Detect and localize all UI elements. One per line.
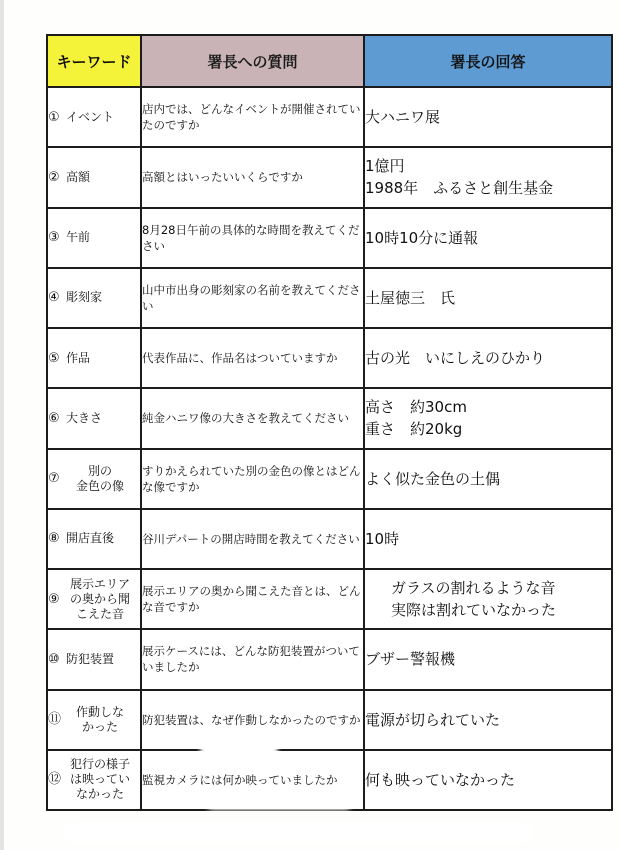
question-cell: 店内では、どんなイベントが開催されていたのですか (141, 87, 364, 147)
keyword-text: 防犯装置 (66, 651, 115, 666)
keyword-text: 作品 (66, 350, 91, 365)
keyword-cell (47, 509, 141, 569)
keyword-text: 午前 (66, 230, 91, 245)
header-answer: 署長の回答 (364, 35, 612, 87)
keyword-cell (47, 328, 141, 388)
question-cell: 代表作品に、作品名はついていますか (141, 328, 364, 388)
keyword-cell (47, 449, 141, 509)
correction-mark (508, 112, 558, 134)
table-row (47, 690, 612, 750)
row-number: ⑫ (48, 772, 62, 788)
answer-cell: よく似た金色の土偶 (364, 449, 612, 509)
question-cell: 展示ケースには、どんな防犯装置がついていましたか (141, 629, 364, 689)
row-number: ⑩ (48, 651, 60, 667)
keyword-text: 彫刻家 (66, 290, 103, 305)
correction-mark (522, 232, 584, 252)
table-row (47, 268, 612, 328)
keyword-text: 開店直後 (66, 531, 115, 546)
keyword-text: 作動しな かった (75, 704, 124, 734)
answer-cell: 古の光 いにしえのひかり (364, 328, 612, 388)
answer-cell: 1億円 1988年 ふるさと創生基金 (364, 147, 612, 207)
keyword-cell (47, 629, 141, 689)
correction-mark (64, 822, 534, 844)
question-cell: 谷川デパートの開店時間を教えてください (141, 509, 364, 569)
row-number: ⑨ (48, 591, 60, 607)
answer-cell: ガラスの割れるような音 実際は割れていなかった (364, 569, 612, 629)
answer-cell: ブザー警報機 (364, 629, 612, 689)
table-row (47, 147, 612, 207)
question-cell: 山中市出身の彫刻家の名前を教えてください (141, 268, 364, 328)
keyword-cell (47, 569, 141, 629)
table-row (47, 328, 612, 388)
header-row (47, 35, 612, 87)
answer-cell: 高さ 約30cm 重さ 約20kg (364, 388, 612, 448)
keyword-text: イベント (66, 109, 115, 124)
answer-cell: 土屋徳三 氏 (364, 268, 612, 328)
table-row (47, 569, 612, 629)
question-cell: 監視カメラには何か映っていましたか (141, 750, 364, 810)
question-cell: 防犯装置は、なぜ作動しなかったのですか (141, 690, 364, 750)
answer-cell: 大ハニワ展 (364, 87, 612, 147)
keyword-cell (47, 147, 141, 207)
correction-mark (204, 790, 354, 810)
keyword-text: 犯行の様子 は映ってい なかった (69, 757, 130, 802)
keyword-cell (47, 750, 141, 810)
row-number: ① (48, 109, 60, 125)
row-number: ⑥ (48, 410, 60, 426)
answer-cell: 10時 (364, 509, 612, 569)
answer-cell: 電源が切られていた (364, 690, 612, 750)
qa-table (46, 34, 613, 811)
row-number: ④ (48, 290, 60, 306)
row-number: ② (48, 169, 60, 185)
keyword-cell (47, 87, 141, 147)
question-cell: すりかえられていた別の金色の像とはどんな像ですか (141, 449, 364, 509)
question-cell: 8月28日午前の具体的な時間を教えてください (141, 208, 364, 268)
keyword-cell (47, 208, 141, 268)
table-row (47, 509, 612, 569)
row-number: ⑤ (48, 350, 60, 366)
keyword-cell (47, 388, 141, 448)
row-number: ⑪ (48, 712, 62, 728)
keyword-cell (47, 268, 141, 328)
question-cell: 展示エリアの奥から聞こえた音とは、どんな音ですか (141, 569, 364, 629)
row-number: ⑧ (48, 531, 60, 547)
keyword-cell (47, 690, 141, 750)
question-cell: 高額とはいったいいくらですか (141, 147, 364, 207)
answer-cell: 何も映っていなかった (364, 750, 612, 810)
keyword-text: 別の 金色の像 (75, 463, 124, 493)
keyword-text: 大きさ (66, 410, 103, 425)
table-row (47, 388, 612, 448)
header-question: 署長への質問 (141, 35, 364, 87)
header-keyword: キーワード (47, 35, 141, 87)
row-number: ⑦ (48, 471, 60, 487)
table-row (47, 449, 612, 509)
row-number: ③ (48, 230, 60, 246)
keyword-text: 展示エリア の奥から聞 こえた音 (69, 576, 130, 621)
question-cell: 純金ハニワ像の大きさを教えてください (141, 388, 364, 448)
correction-mark (200, 742, 278, 758)
keyword-text: 高額 (66, 169, 91, 184)
answer-cell: 10時10分に通報 (364, 208, 612, 268)
table-row (47, 629, 612, 689)
